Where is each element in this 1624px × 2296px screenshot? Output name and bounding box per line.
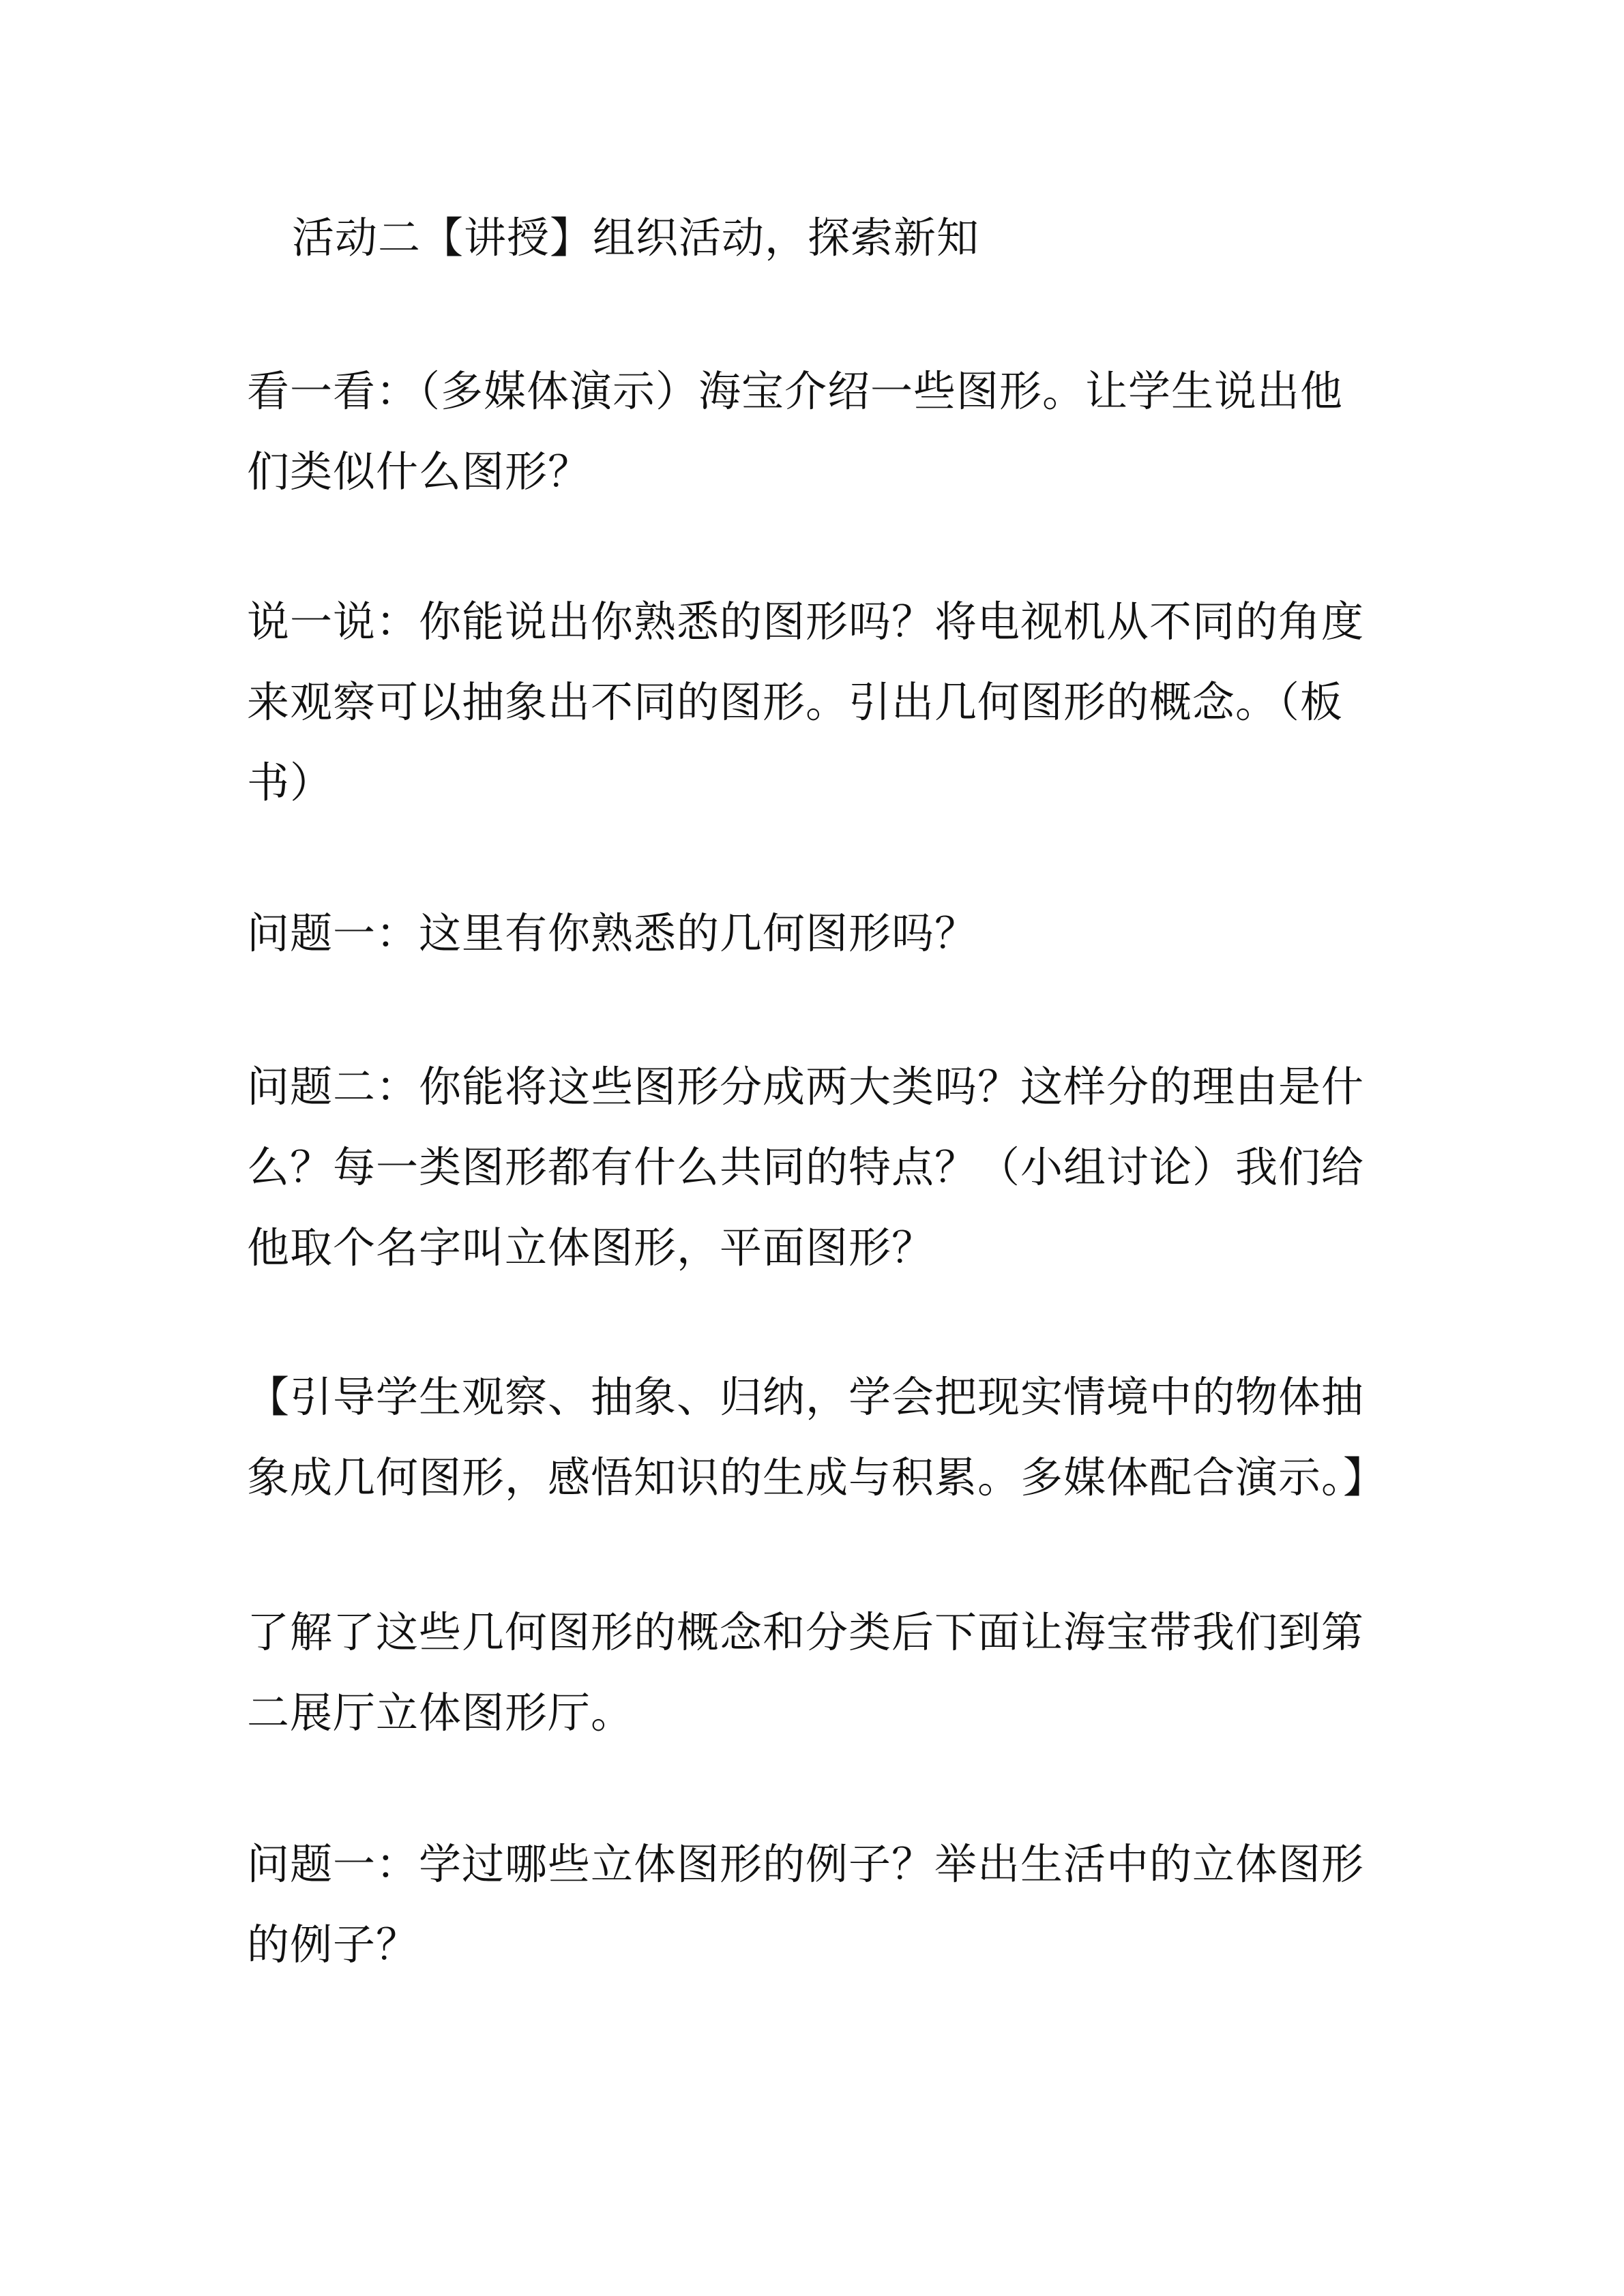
paragraph-look: 看一看：（多媒体演示）海宝介绍一些图形。让学生说出他们类似什么图形？ (247, 366, 1344, 496)
paragraph-solid-shapes-question: 问题一：学过哪些立体图形的例子？举出生活中的立体图形的例子？ (247, 1839, 1365, 1969)
paragraph-guidance-note: 【引导学生观察、抽象、归纳，学会把现实情境中的物体抽象成几何图形，感悟知识的生成与积累。多媒体配合演示。】 (247, 1372, 1387, 1502)
paragraph-question-one: 问题一：这里有你熟悉的几何图形吗？ (247, 908, 978, 958)
paragraph-transition: 了解了这些几何图形的概念和分类后下面让海宝带我们到第二展厅立体图形厅。 (247, 1607, 1365, 1738)
paragraph-question-two: 问题二：你能将这些图形分成两大类吗？这样分的理由是什么？每一类图形都有什么共同的特点？（小组讨论）我们给他取个名字叫立体图形，平面图形？ (247, 1062, 1365, 1272)
paragraph-say: 说一说：你能说出你熟悉的图形吗？将电视机从不同的角度来观察可以抽象出不同的图形。引出几何图形的概念。（板书） (247, 597, 1365, 807)
section-heading: 活动二【讲授】组织活动，探索新知 (292, 213, 980, 263)
